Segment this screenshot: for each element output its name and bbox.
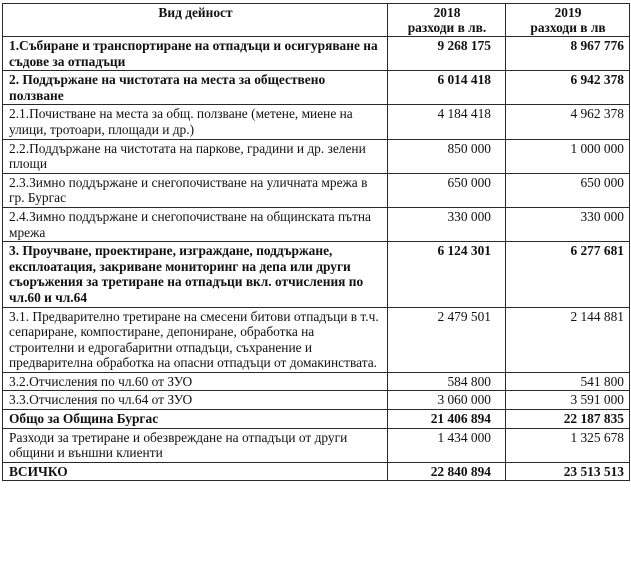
value-2018: 650 000 — [388, 173, 506, 207]
value-2018: 3 060 000 — [388, 391, 506, 410]
value-2019: 22 187 835 — [506, 410, 630, 429]
value-2018: 6 014 418 — [388, 71, 506, 105]
value-2019: 650 000 — [506, 173, 630, 207]
header-2019 — [506, 4, 630, 37]
table-row-subtotal — [3, 410, 630, 429]
value-2018: 22 840 894 — [388, 462, 506, 481]
value-2019: 6 942 378 — [506, 71, 630, 105]
value-2018: 9 268 175 — [388, 37, 506, 71]
row-label: 2.2.Поддържане на чистотата на паркове, градини и др. зелени площи — [3, 139, 388, 173]
value-2019: 330 000 — [506, 207, 630, 241]
value-2019: 8 967 776 — [506, 37, 630, 71]
value-2019: 2 144 881 — [506, 307, 630, 372]
value-2018: 1 434 000 — [388, 428, 506, 462]
expenses-table — [2, 3, 630, 481]
value-2018: 584 800 — [388, 372, 506, 391]
header-2018-unit: разходи в лв. — [407, 20, 487, 35]
value-2018: 21 406 894 — [388, 410, 506, 429]
row-label: ВСИЧКО — [3, 462, 388, 481]
value-2018: 6 124 301 — [388, 242, 506, 307]
row-label: 3. Проучване, проектиране, изграждане, поддържане, експлоатация, закриване мониторинг на депа или други съоръжения за третиране на отпадъци вкл. отчисления по чл.60 и чл.64 — [3, 242, 388, 307]
table-header-row — [3, 4, 630, 37]
row-label: 3.1. Предварително третиране на смесени битови отпадъци в т.ч. сепариране, компостиране, депониране, обработка на строителни и едрогабаритни отпадъци, съхранение и предварителна обработка на опасни отпадъци от домакинствата. — [3, 307, 388, 372]
table-row — [3, 372, 630, 391]
table-row — [3, 37, 630, 71]
header-2018-year: 2018 — [433, 5, 461, 20]
row-label: 2.3.Зимно поддържане и снегопочистване на уличната мрежа в гр. Бургас — [3, 173, 388, 207]
header-2018 — [388, 4, 506, 37]
value-2019: 23 513 513 — [506, 462, 630, 481]
table-row — [3, 391, 630, 410]
table-row — [3, 207, 630, 241]
value-2018: 330 000 — [388, 207, 506, 241]
header-activity: Вид дейност — [3, 4, 388, 37]
row-label: Разходи за третиране и обезвреждане на отпадъци от други общини и външни клиенти — [3, 428, 388, 462]
table-row — [3, 307, 630, 372]
value-2018: 850 000 — [388, 139, 506, 173]
table-row — [3, 173, 630, 207]
row-label: 2.4.Зимно поддържане и снегопочистване на общинската пътна мрежа — [3, 207, 388, 241]
row-label: 2. Поддържане на чистотата на места за обществено ползване — [3, 71, 388, 105]
row-label: 2.1.Почистване на места за общ. ползване (метене, миене на улици, тротоари, площади и др.) — [3, 105, 388, 139]
header-2019-year: 2019 — [554, 5, 582, 20]
table-row-grand-total — [3, 462, 630, 481]
table-row — [3, 139, 630, 173]
table-row — [3, 428, 630, 462]
table-row — [3, 242, 630, 307]
value-2019: 541 800 — [506, 372, 630, 391]
table-row — [3, 105, 630, 139]
value-2019: 4 962 378 — [506, 105, 630, 139]
value-2018: 2 479 501 — [388, 307, 506, 372]
row-label: 3.2.Отчисления по чл.60 от ЗУО — [3, 372, 388, 391]
value-2019: 6 277 681 — [506, 242, 630, 307]
header-2019-unit: разходи в лв — [530, 20, 606, 35]
row-label: 1.Събиране и транспортиране на отпадъци и осигуряване на съдове за отпадъци — [3, 37, 388, 71]
value-2019: 3 591 000 — [506, 391, 630, 410]
value-2019: 1 000 000 — [506, 139, 630, 173]
row-label: Общо за Община Бургас — [3, 410, 388, 429]
table-row — [3, 71, 630, 105]
row-label: 3.3.Отчисления по чл.64 от ЗУО — [3, 391, 388, 410]
value-2018: 4 184 418 — [388, 105, 506, 139]
value-2019: 1 325 678 — [506, 428, 630, 462]
